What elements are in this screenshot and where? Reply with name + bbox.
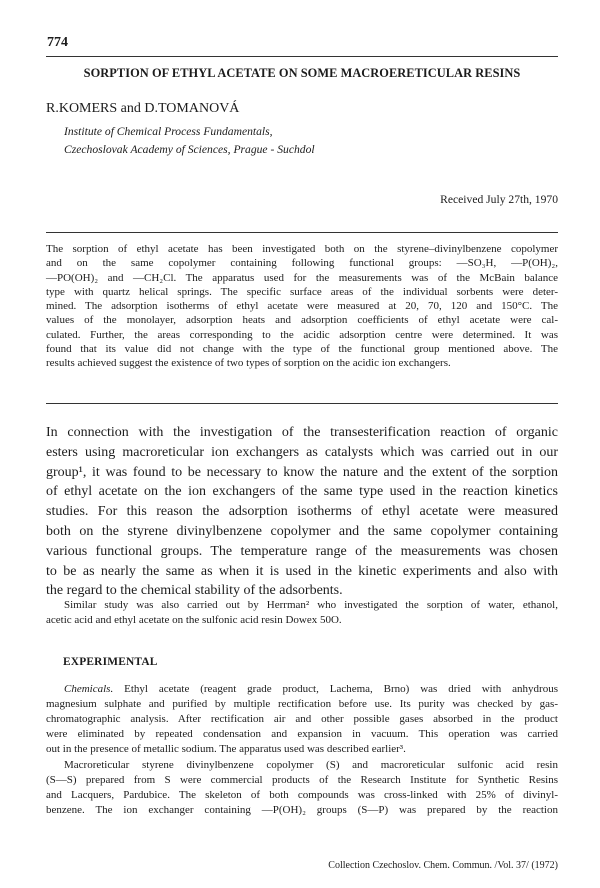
intro-line: In connection with the investigation of the transesterification reaction of organic xyxy=(46,425,558,440)
abstract-line: type with quartz helical springs. The specific surface areas of the individual sorbents were deter- xyxy=(46,285,558,298)
received-date: Received July 27th, 1970 xyxy=(440,193,558,206)
abstract-line: culated. Further, the areas corresponding to the acidic adsorption centre were determined. It was xyxy=(46,328,558,341)
intro-line: both on the styrene divinylbenzene copolymer and the same copolymer containing xyxy=(46,523,558,539)
similar-line: Similar study was also carried out by Herrman² who investigated the sorption of water, ethanol, xyxy=(64,599,558,611)
journal-footer: Collection Czechoslov. Chem. Commun. /Vol. 37/ (1972) xyxy=(328,860,558,871)
header-rule xyxy=(46,56,558,57)
similar-line: acetic acid and ethyl acetate on the sulfonic acid resin Dowex 50O. xyxy=(46,614,342,626)
abstract-bottom-rule xyxy=(46,403,558,404)
chemicals-line-first xyxy=(46,682,558,697)
resin-line: (S—S) prepared from S were commercial products of the Research Institute for Synthetic Resins xyxy=(46,774,558,786)
introduction-paragraph xyxy=(46,423,558,601)
abstract-line: results achieved suggest the existence of two types of sorption on the acidic ion exchangers. xyxy=(46,357,451,370)
affiliation-line-1: Institute of Chemical Process Fundamentals, xyxy=(64,125,273,138)
resins-paragraph xyxy=(46,758,558,818)
chemicals-line: Ethyl acetate (reagent grade product, Lachema, Brno) was dried with anhydrous xyxy=(113,683,558,695)
resin-line: benzene. The ion exchanger containing —P(OH)₂ groups (S—P) was prepared by the reaction xyxy=(46,804,558,816)
article-title: SORPTION OF ETHYL ACETATE ON SOME MACROERETICULAR RESINS xyxy=(83,66,521,80)
chemicals-line: chromatographic analysis. After rectification air and other possible gases absorbed in the product xyxy=(46,713,558,725)
intro-line: of ethyl acetate on the ion exchangers of the same type used in the reaction kinetics xyxy=(46,484,558,500)
intro-line: esters using macroreticular ion exchangers as catalysts which was carried out in our xyxy=(46,444,558,460)
intro-line: the regard to the chemical stability of the adsorbents. xyxy=(46,583,343,599)
chemicals-label: Chemicals. xyxy=(64,683,114,695)
abstract-line: found that its value did not change with the type of the functional group mentioned above. The xyxy=(46,343,558,356)
affiliation-line-2: Czechoslovak Academy of Sciences, Prague - Suchdol xyxy=(64,143,315,156)
chemicals-paragraph xyxy=(46,682,558,757)
resin-line: and Lacquers, Pardubice. The skeleton of both compounds was cross-linked with 25% of divinyl- xyxy=(46,789,558,801)
intro-line: studies. For this reason the adsorption isotherms of ethyl acetate were measured xyxy=(46,504,558,520)
abstract-line: The sorption of ethyl acetate has been investigated both on the styrene–divinylbenzene copolymer xyxy=(46,243,558,255)
chemicals-line: magnesium sulphate and purified by multiple rectification before use. Its purity was checked by gas- xyxy=(46,698,558,710)
page-number: 774 xyxy=(47,35,68,50)
abstract-top-rule xyxy=(46,232,558,233)
abstract xyxy=(46,242,558,371)
chemicals-line: were eliminated by repeated condensation and expansion in vacuum. This operation was carried xyxy=(46,728,558,740)
resin-line: Macroreticular styrene divinylbenzene copolymer (S) and macroreticular sulfonic acid resin xyxy=(64,759,558,771)
intro-line: various functional groups. The temperature range of the measurements was chosen xyxy=(46,543,558,559)
abstract-line: and on the same copolymer containing following functional groups: —SO₃H, —P(OH)₂, xyxy=(46,257,558,270)
abstract-line: mined. The adsorption isotherms of ethyl acetate were measured at 20, 70, 120 and 150°C. The xyxy=(46,300,558,313)
intro-line: to be as nearly the same as when it is used in the kinetic experiments and also with xyxy=(46,563,558,579)
section-heading-experimental: EXPERIMENTAL xyxy=(63,656,158,668)
chemicals-line: out in the presence of metallic sodium. The apparatus used was described earlier³. xyxy=(46,743,406,755)
article-authors: R.KOMERS and D.TOMANOVÁ xyxy=(46,101,240,116)
abstract-line: —PO(OH)₂ and —CH₂Cl. The apparatus used for the measurements was of the McBain balance xyxy=(46,271,558,284)
similar-study-paragraph xyxy=(46,598,558,628)
abstract-line: values of the monolayer, adsorption heats and adsorption coefficients of ethyl acetate were cal- xyxy=(46,314,558,327)
intro-line: group¹, it was found to be necessary to know the nature and the extent of the sorption xyxy=(46,464,558,480)
